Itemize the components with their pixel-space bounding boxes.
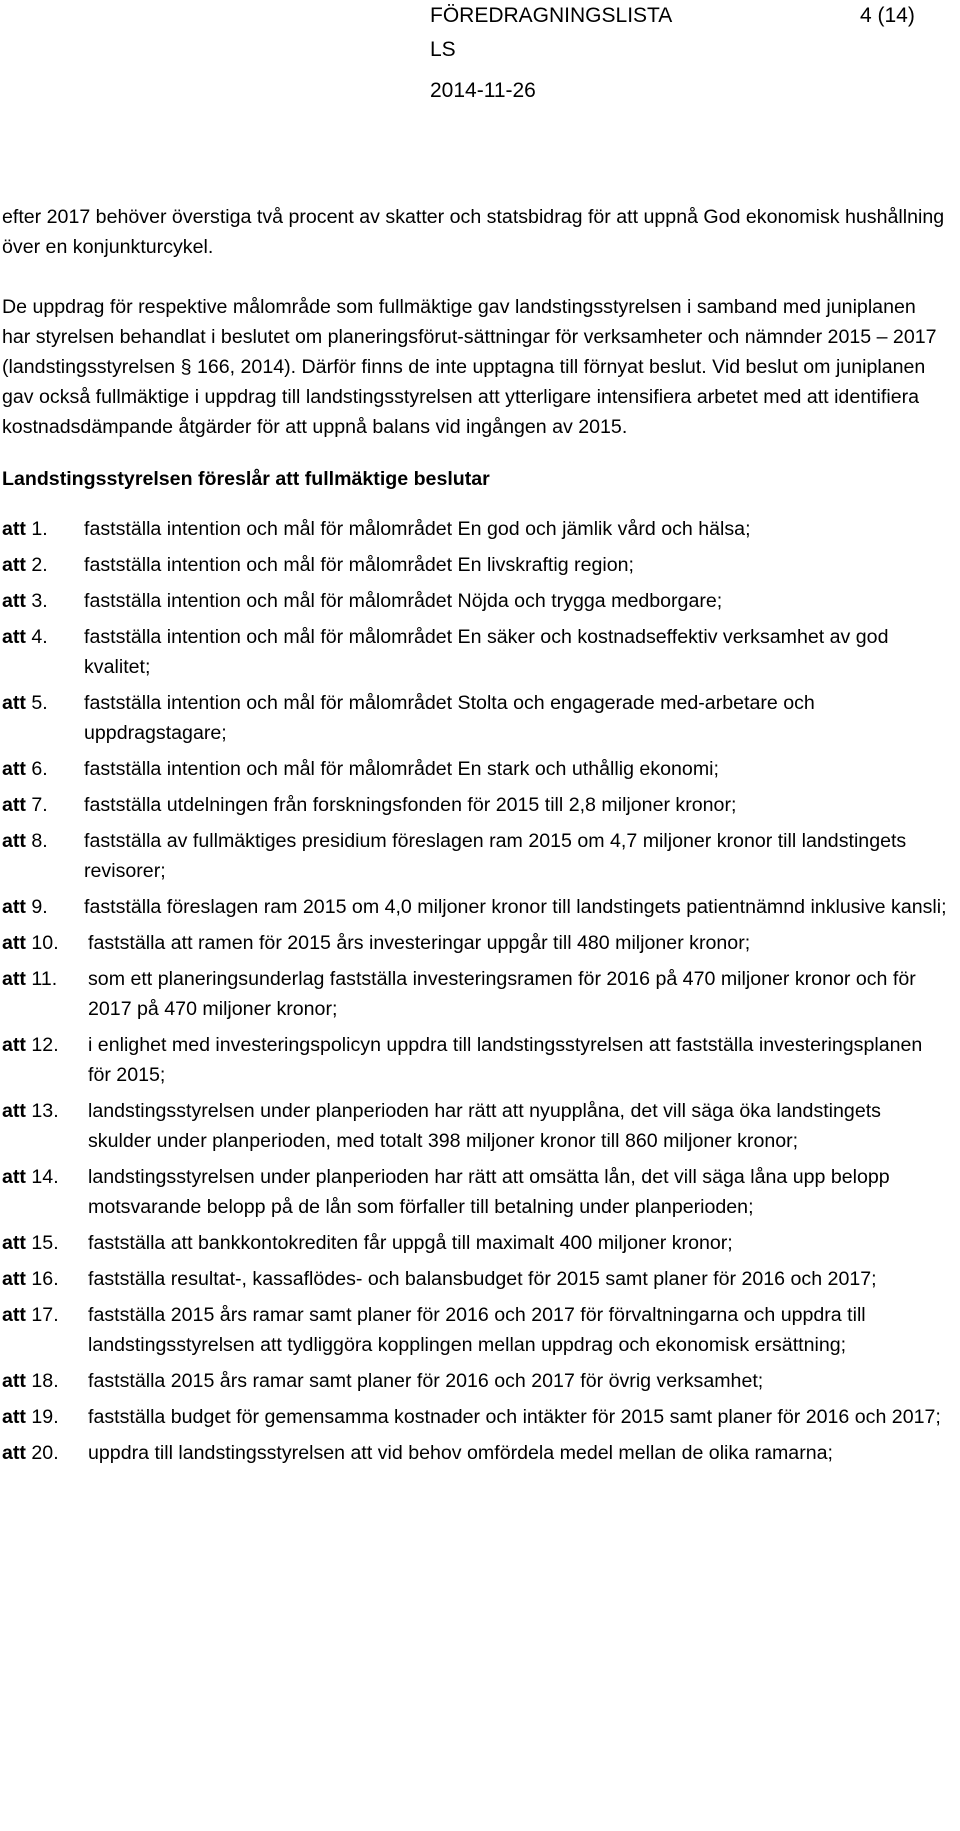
att-label: att [2, 1268, 26, 1290]
decision-item [2, 928, 947, 958]
decision-item-number [2, 1300, 88, 1360]
att-label: att [2, 1442, 26, 1464]
decision-item-number [2, 1030, 88, 1090]
att-label: att [2, 692, 26, 714]
item-number: 18. [31, 1370, 59, 1392]
decision-item [2, 1438, 947, 1468]
decision-item [2, 622, 947, 682]
decision-item-text: fastställa 2015 års ramar samt planer för 2016 och 2017 för övrig verksamhet; [88, 1370, 764, 1392]
att-label: att [2, 1166, 26, 1188]
att-label: att [2, 1406, 26, 1428]
decision-item-text: fastställa intention och mål för målområdet Nöjda och trygga medborgare; [84, 590, 723, 612]
att-label: att [2, 626, 26, 648]
decision-item-number [2, 826, 84, 886]
item-number: 8. [31, 830, 48, 852]
item-number: 4. [31, 626, 48, 648]
decision-item-text: i enlighet med investeringspolicyn uppdra till landstingsstyrelsen att fastställa investeringsplanen för 2015; [88, 1034, 923, 1086]
att-label: att [2, 1034, 26, 1056]
decision-item [2, 1300, 947, 1360]
item-number: 11. [31, 968, 58, 990]
att-label: att [2, 830, 26, 852]
item-number: 1. [31, 518, 48, 540]
decision-item [2, 892, 947, 922]
decision-item [2, 586, 947, 616]
att-label: att [2, 932, 26, 954]
item-number: 10. [31, 932, 59, 954]
decision-item [2, 1366, 947, 1396]
decision-item-text: fastställa intention och mål för målområdet Stolta och engagerade med-arbetare och uppdragstagare; [84, 692, 815, 744]
att-label: att [2, 968, 26, 990]
item-number: 20. [31, 1442, 59, 1464]
decision-item [2, 1228, 947, 1258]
item-number: 17. [31, 1304, 59, 1326]
decision-item-text: landstingsstyrelsen under planperioden har rätt att nyupplåna, det vill säga öka landstingets skulder under planperioden, med totalt 398 miljoner kronor till 860 miljoner kronor; [88, 1100, 881, 1152]
decision-item-text: fastställa att ramen för 2015 års investeringar uppgår till 480 miljoner kronor; [88, 932, 751, 954]
decision-item [2, 754, 947, 784]
decision-item-number [2, 1402, 88, 1432]
decision-item-text: uppdra till landstingsstyrelsen att vid behov omfördela medel mellan de olika ramarna; [88, 1442, 833, 1464]
item-number: 7. [31, 794, 48, 816]
decision-item-number [2, 1366, 88, 1396]
paragraph-assignments: De uppdrag för respektive målområde som fullmäktige gav landstingsstyrelsen i samband med juniplanen har styrelsen behandlat i beslutet om planeringsförut-sättningar för verksamheter och nämnder 2015 – 2017 (landstingsstyrelsen § 166, 2014). Därför finns de inte upptagna till förnyat beslut. Vid beslut om juniplanen gav också fullmäktige i uppdrag till landstingsstyrelsen att ytterligare intensifiera arbetet med att identifiera kostnadsdämpande åtgärder för att uppnå balans vid ingången av 2015. [2, 296, 937, 438]
att-label: att [2, 1370, 26, 1392]
decision-item-number [2, 1228, 88, 1258]
decision-item-number [2, 550, 84, 580]
decision-item [2, 688, 947, 748]
proposal-heading: Landstingsstyrelsen föreslår att fullmäktige beslutar [2, 468, 490, 490]
decision-item-text: som ett planeringsunderlag fastställa investeringsramen för 2016 på 470 miljoner kronor och för 2017 på 470 miljoner kronor; [88, 968, 916, 1020]
att-label: att [2, 590, 26, 612]
att-label: att [2, 518, 26, 540]
decision-item-number [2, 964, 88, 1024]
decision-item-number [2, 1096, 88, 1156]
org-code: LS [430, 38, 456, 61]
decision-item-text: fastställa 2015 års ramar samt planer för 2016 och 2017 för förvaltningarna och uppdra till landstingsstyrelsen att tydliggöra kopplingen mellan uppdrag och ekonomisk ersättning; [88, 1304, 866, 1356]
decision-item-text: fastställa intention och mål för målområdet En stark och uthållig ekonomi; [84, 758, 719, 780]
decision-item [2, 1162, 947, 1222]
decision-item [2, 1096, 947, 1156]
decision-item [2, 1264, 947, 1294]
decision-item-number [2, 790, 84, 820]
decision-item-number [2, 892, 84, 922]
decision-item-text: fastställa av fullmäktiges presidium föreslagen ram 2015 om 4,7 miljoner kronor till landstingets revisorer; [84, 830, 907, 882]
decision-item-text: fastställa budget för gemensamma kostnader och intäkter för 2015 samt planer för 2016 och 2017; [88, 1406, 941, 1428]
decision-item [2, 1030, 947, 1090]
decision-item-number [2, 1264, 88, 1294]
decision-item-text: landstingsstyrelsen under planperioden har rätt att omsätta lån, det vill säga låna upp belopp motsvarande belopp på de lån som förfaller till betalning under planperioden; [88, 1166, 890, 1218]
att-label: att [2, 1304, 26, 1326]
decision-item-text: fastställa föreslagen ram 2015 om 4,0 miljoner kronor till landstingets patientnämnd inklusive kansli; [84, 896, 947, 918]
item-number: 6. [31, 758, 48, 780]
decision-item [2, 1402, 947, 1432]
item-number: 19. [31, 1406, 59, 1428]
decision-item-number [2, 754, 84, 784]
att-label: att [2, 554, 26, 576]
decision-item [2, 790, 947, 820]
decision-item-number [2, 514, 84, 544]
page-number: 4 (14) [860, 4, 915, 27]
decision-item-text: fastställa resultat-, kassaflödes- och balansbudget för 2015 samt planer för 2016 och 2017; [88, 1268, 877, 1290]
att-label: att [2, 758, 26, 780]
att-label: att [2, 896, 26, 918]
item-number: 13. [31, 1100, 59, 1122]
att-label: att [2, 1100, 26, 1122]
decision-item-number [2, 622, 84, 682]
decision-item-text: fastställa intention och mål för målområdet En livskraftig region; [84, 554, 634, 576]
page-header [430, 4, 950, 113]
decision-item-number [2, 688, 84, 748]
document-date: 2014-11-26 [430, 79, 536, 102]
decision-item-number [2, 1162, 88, 1222]
decision-item-number [2, 928, 88, 958]
decision-item-text: fastställa intention och mål för målområdet En säker och kostnadseffektiv verksamhet av god kvalitet; [84, 626, 889, 678]
decision-item [2, 514, 947, 544]
att-label: att [2, 794, 26, 816]
decision-item-text: fastställa utdelningen från forskningsfonden för 2015 till 2,8 miljoner kronor; [84, 794, 737, 816]
decision-item [2, 826, 947, 886]
paragraph-intro: efter 2017 behöver överstiga två procent av skatter och statsbidrag för att uppnå God ekonomisk hushållning över en konjunkturcykel. [2, 206, 945, 258]
document-title: FÖREDRAGNINGSLISTA [430, 4, 673, 27]
decision-item-text: fastställa att bankkontokrediten får uppgå till maximalt 400 miljoner kronor; [88, 1232, 733, 1254]
decision-list [2, 514, 947, 1468]
item-number: 9. [31, 896, 48, 918]
decision-item [2, 550, 947, 580]
item-number: 3. [31, 590, 48, 612]
item-number: 15. [31, 1232, 59, 1254]
decision-item [2, 964, 947, 1024]
decision-item-text: fastställa intention och mål för målområdet En god och jämlik vård och hälsa; [84, 518, 751, 540]
document-body [2, 202, 947, 1474]
item-number: 2. [31, 554, 48, 576]
item-number: 12. [31, 1034, 59, 1056]
item-number: 16. [31, 1268, 59, 1290]
decision-item-number [2, 586, 84, 616]
item-number: 5. [31, 692, 48, 714]
att-label: att [2, 1232, 26, 1254]
decision-item-number [2, 1438, 88, 1468]
item-number: 14. [31, 1166, 59, 1188]
